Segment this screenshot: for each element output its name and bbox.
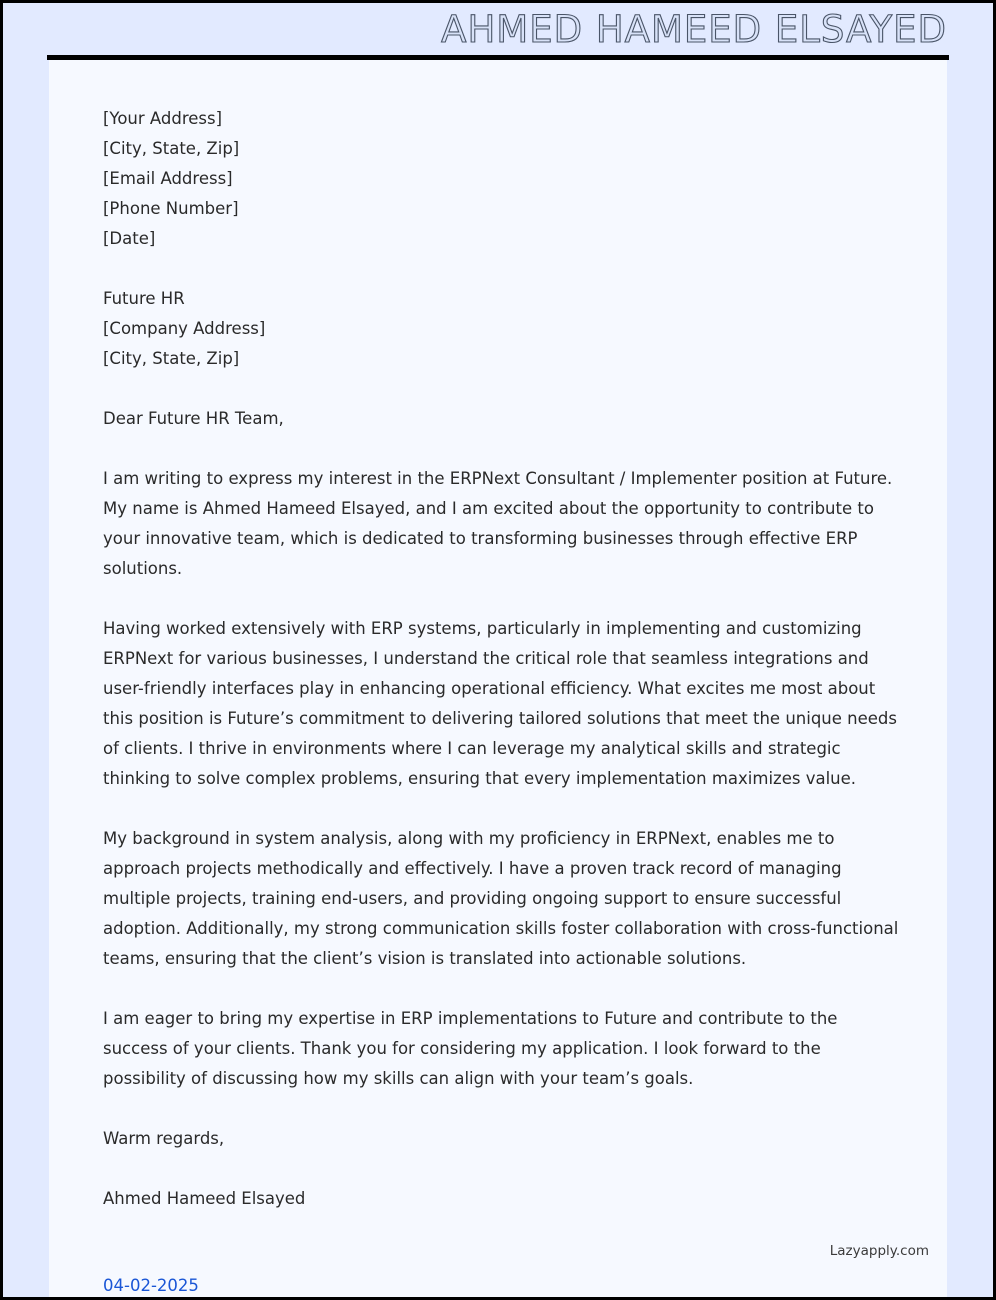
letter-body bbox=[103, 104, 899, 1214]
paragraph-text: Having worked extensively with ERP systems, particularly in implementing and customizing ERPNext for various businesses, I understand the critical role that seamless integrations and user-friendly interfaces play in enhancing operational efficiency. What excites me most about this position is Future’s commitment to delivering tailored solutions that meet the unique needs of clients. I thrive in environments where I can leverage my analytical skills and strategic thinking to solve complex problems, ensuring that every implementation maximizes value. bbox=[103, 619, 897, 788]
closing: Warm regards, bbox=[103, 1129, 225, 1148]
signature-block bbox=[103, 1184, 899, 1214]
brand-watermark: Lazyapply.com bbox=[829, 1243, 929, 1259]
sender-phone: [Phone Number] bbox=[103, 199, 239, 218]
closing-block bbox=[103, 1124, 899, 1154]
salutation: Dear Future HR Team, bbox=[103, 409, 284, 428]
paragraph-4 bbox=[103, 1004, 899, 1094]
recipient-name: Future HR bbox=[103, 289, 185, 308]
letter-date: [Date] bbox=[103, 229, 156, 248]
sender-city-state-zip: [City, State, Zip] bbox=[103, 139, 240, 158]
signature-name: Ahmed Hameed Elsayed bbox=[103, 1189, 306, 1208]
paragraph-text: I am writing to express my interest in the ERPNext Consultant / Implementer position at Future. My name is Ahmed Hameed Elsayed, and I am excited about the opportunity to contribute to your innovative team, which is dedicated to transforming businesses through effective ERP solutions. bbox=[103, 469, 893, 578]
page-title: AHMED HAMEED ELSAYED bbox=[441, 7, 947, 51]
recipient-company-address: [Company Address] bbox=[103, 319, 266, 338]
paragraph-3 bbox=[103, 824, 899, 974]
paragraph-2 bbox=[103, 614, 899, 794]
paragraph-1 bbox=[103, 464, 899, 584]
sender-address: [Your Address] bbox=[103, 109, 223, 128]
paragraph-text: I am eager to bring my expertise in ERP implementations to Future and contribute to the success of your clients. Thank you for considering my application. I look forward to the possibility of discussing how my skills can align with your team’s goals. bbox=[103, 1009, 838, 1088]
recipient-address-block bbox=[103, 284, 899, 374]
salutation-block bbox=[103, 404, 899, 434]
sender-email: [Email Address] bbox=[103, 169, 233, 188]
sender-address-block bbox=[103, 104, 899, 254]
document-header bbox=[3, 3, 993, 55]
recipient-city-state-zip: [City, State, Zip] bbox=[103, 349, 240, 368]
date-stamp: 04-02-2025 bbox=[103, 1276, 199, 1295]
letter-sheet bbox=[49, 60, 947, 1297]
paragraph-text: My background in system analysis, along with my proficiency in ERPNext, enables me to approach projects methodically and effectively. I have a proven track record of managing multiple projects, training end-users, and providing ongoing support to ensure successful adoption. Additionally, my strong communication skills foster collaboration with cross-functional teams, ensuring that the client’s vision is translated into actionable solutions. bbox=[103, 829, 899, 968]
